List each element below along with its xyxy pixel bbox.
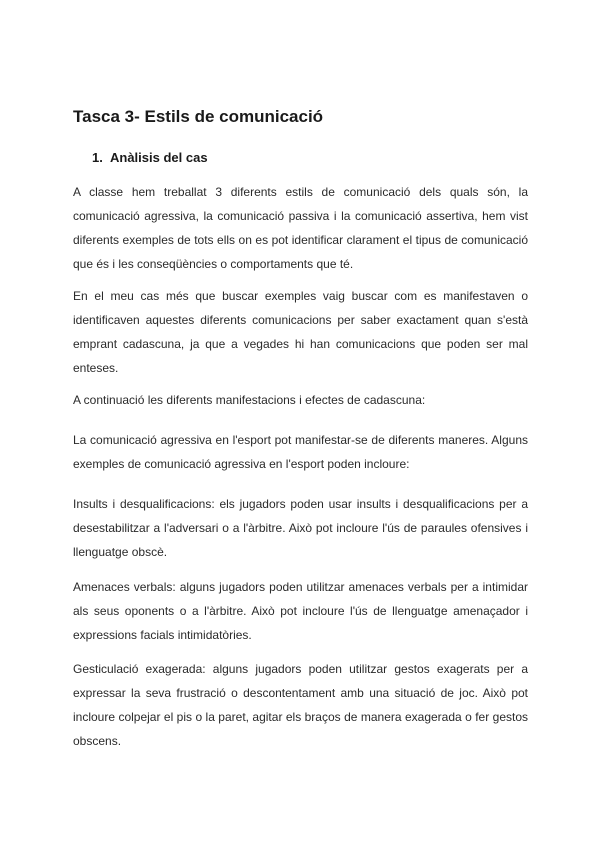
section-heading — [92, 150, 208, 165]
paragraph-gesticulation: Gesticulació exagerada: alguns jugadors poden utilitzar gestos exagerats per a expressar la seva frustració o descontentament amb una situació de joc. Això pot incloure colpejar el pis o la paret, agitar els braços de manera exagerada o fer gestos obscens. — [73, 662, 528, 748]
paragraph-my-case: En el meu cas més que buscar exemples vaig buscar com es manifestaven o identificaven aquestes diferents comunicacions per saber exactament quan s'està emprant cadascuna, ja que a vegades hi han comunicacions que poden ser mal enteses. — [73, 289, 528, 375]
paragraph-aggressive-communication: La comunicació agressiva en l'esport pot manifestar-se de diferents maneres. Alguns exemples de comunicació agressiva en l'esport poden incloure: — [73, 433, 528, 471]
section-heading-text: Anàlisis del cas — [110, 150, 208, 165]
document-title: Tasca 3- Estils de comunicació — [73, 107, 324, 126]
paragraph-continuation: A continuació les diferents manifestacions i efectes de cadascuna: — [73, 393, 426, 407]
paragraph-verbal-threats: Amenaces verbals: alguns jugadors poden utilitzar amenaces verbals per a intimidar als seus oponents o a l'àrbitre. Això pot incloure l'ús de llenguatge amenaçador i expressions facials intimidatòries. — [73, 580, 528, 642]
paragraph-insults: Insults i desqualificacions: els jugadors poden usar insults i desqualificacions per a desestabilitzar a l'adversari o a l'àrbitre. Això pot incloure l'ús de paraules ofensives i llenguatge obscè. — [73, 497, 528, 559]
paragraph-intro: A classe hem treballat 3 diferents estils de comunicació dels quals són, la comunicació agressiva, la comunicació passiva i la comunicació assertiva, hem vist diferents exemples de tots ells on es pot identificar clarament el tipus de comunicació que és i les conseqüències o comportaments que té. — [73, 185, 528, 271]
section-number: 1. — [92, 150, 103, 165]
